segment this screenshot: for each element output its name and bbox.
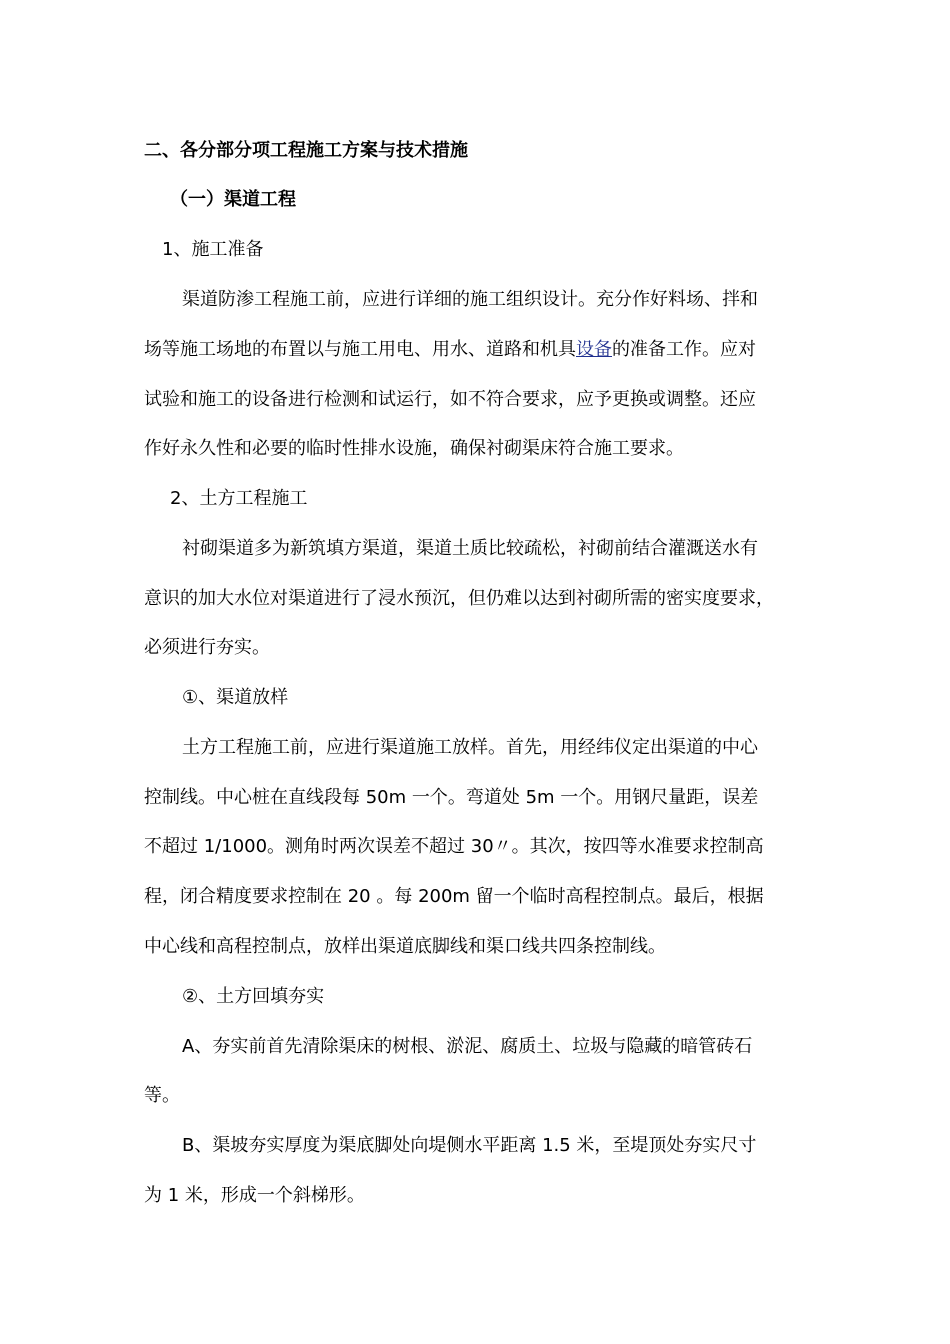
paragraph-line: 为 1 米，形成一个斜梯形。 <box>144 1185 365 1206</box>
paragraph-line-with-link <box>144 338 756 362</box>
paragraph-line: 中心线和高程控制点，放样出渠道底脚线和渠口线共四条控制线。 <box>144 936 666 957</box>
paragraph-line: 作好永久性和必要的临时性排水设施，确保衬砌渠床符合施工要求。 <box>144 438 684 459</box>
paragraph-line: 程，闭合精度要求控制在 20 。每 200m 留一个临时高程控制点。最后，根据 <box>144 886 764 907</box>
item-heading-backfill: ②、土方回填夯实 <box>182 986 325 1007</box>
section-heading: 二、各分部分项工程施工方案与技术措施 <box>144 140 468 161</box>
paragraph-line: 必须进行夯实。 <box>144 637 270 658</box>
paragraph-line: 试验和施工的设备进行检测和试运行，如不符合要求，应予更换或调整。还应 <box>144 389 756 410</box>
paragraph-line: 衬砌渠道多为新筑填方渠道，渠道土质比较疏松，衬砌前结合灌溉送水有 <box>182 538 758 559</box>
paragraph-line: 等。 <box>144 1085 180 1106</box>
paragraph-line: 意识的加大水位对渠道进行了浸水预沉，但仍难以达到衬砌所需的密实度要求， <box>144 588 774 609</box>
item-heading-layout: ①、渠道放样 <box>182 687 289 708</box>
paragraph-line: 土方工程施工前，应进行渠道施工放样。首先，用经纬仪定出渠道的中心 <box>182 737 758 758</box>
paragraph-line: A、夯实前首先清除渠床的树根、淤泥、腐质土、垃圾与隐藏的暗管砖石 <box>182 1036 753 1057</box>
paragraph-line: 不超过 1/1000。测角时两次误差不超过 30〃。其次，按四等水准要求控制高 <box>144 836 764 857</box>
text-span: 场等施工场地的布置以与施工用电、用水、道路和机具 <box>144 339 576 360</box>
equipment-link[interactable]: 设备 <box>576 339 612 360</box>
sub-heading-earthwork: 2、土方工程施工 <box>170 488 308 509</box>
paragraph-line: B、渠坡夯实厚度为渠底脚处向堤侧水平距离 1.5 米，至堤顶处夯实尺寸 <box>182 1135 757 1156</box>
paragraph-line: 控制线。中心桩在直线段每 50m 一个。弯道处 5m 一个。用钢尺量距，误差 <box>144 787 759 808</box>
subsection-heading-canal: （一）渠道工程 <box>170 189 296 210</box>
text-span: 的准备工作。应对 <box>612 339 756 360</box>
sub-heading-preparation: 1、施工准备 <box>162 239 264 260</box>
paragraph-line: 渠道防渗工程施工前，应进行详细的施工组织设计。充分作好料场、拌和 <box>182 289 758 310</box>
